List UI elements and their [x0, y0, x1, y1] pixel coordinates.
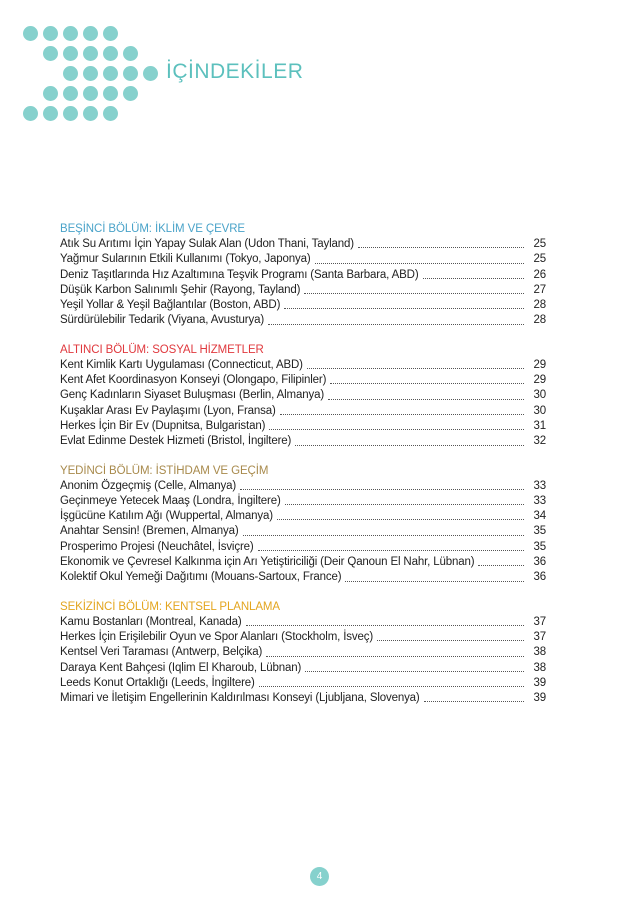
- toc-entry-page: 37: [533, 630, 546, 643]
- toc-entry[interactable]: [60, 268, 546, 283]
- dot-leader: [478, 565, 524, 566]
- toc-entry-title: Mimari ve İletişim Engellerinin Kaldırılması Konseyi (Ljubljana, Slovenya): [60, 692, 420, 705]
- toc-entry[interactable]: [60, 540, 546, 555]
- decorative-dot: [43, 86, 58, 101]
- toc-entry[interactable]: [60, 283, 546, 298]
- toc-entry-title: Deniz Taşıtlarında Hız Azaltımına Teşvik Programı (Santa Barbara, ABD): [60, 268, 419, 281]
- toc-entry-title: Evlat Edinme Destek Hizmeti (Bristol, İngiltere): [60, 435, 292, 448]
- page-number-badge: 4: [310, 867, 329, 886]
- toc-entry-page: 37: [533, 615, 546, 628]
- table-of-contents: [60, 222, 546, 720]
- dot-leader: [328, 399, 524, 400]
- toc-entry-title: Daraya Kent Bahçesi (Iqlim El Kharoub, Lübnan): [60, 661, 302, 674]
- toc-entry[interactable]: [60, 661, 546, 676]
- toc-entry-page: 39: [533, 692, 546, 705]
- toc-entry[interactable]: [60, 358, 546, 373]
- dot-leader: [240, 489, 524, 490]
- toc-entry-page: 26: [533, 268, 546, 281]
- toc-entry[interactable]: [60, 298, 546, 313]
- decorative-dot: [103, 46, 118, 61]
- decorative-dot: [103, 106, 118, 121]
- toc-entry-title: Ekonomik ve Çevresel Kalkınma için Arı Yetiştiriciliği (Deir Qanoun El Nahr, Lübnan): [60, 556, 475, 569]
- dot-leader: [423, 278, 524, 279]
- dot-leader: [377, 640, 524, 641]
- decorative-dot: [103, 86, 118, 101]
- toc-entry[interactable]: [60, 555, 546, 570]
- toc-entry-title: Geçinmeye Yetecek Maaş (Londra, İngiltere): [60, 494, 281, 507]
- toc-entry-title: Yeşil Yollar & Yeşil Bağlantılar (Boston, ABD): [60, 299, 281, 312]
- dot-leader: [243, 535, 525, 536]
- decorative-dot: [83, 106, 98, 121]
- dot-leader: [246, 625, 524, 626]
- decorative-dot-pattern: [0, 0, 160, 130]
- dot-leader: [304, 293, 524, 294]
- toc-entry-title: Kent Afet Koordinasyon Konseyi (Olongapo, Filipinler): [60, 374, 327, 387]
- toc-entry[interactable]: [60, 570, 546, 585]
- toc-entry-page: 28: [533, 299, 546, 312]
- dot-leader: [345, 581, 524, 582]
- decorative-dot: [43, 26, 58, 41]
- section-title: SEKİZİNCİ BÖLÜM: KENTSEL PLANLAMA: [60, 600, 280, 613]
- toc-entry-page: 30: [533, 404, 546, 417]
- dot-leader: [358, 247, 524, 248]
- toc-entry[interactable]: [60, 509, 546, 524]
- toc-entry-page: 31: [533, 419, 546, 432]
- dot-leader: [258, 550, 524, 551]
- toc-entry-title: Kamu Bostanları (Montreal, Kanada): [60, 615, 242, 628]
- decorative-dot: [63, 26, 78, 41]
- dot-leader: [280, 414, 524, 415]
- decorative-dot: [83, 26, 98, 41]
- toc-entry[interactable]: [60, 237, 546, 252]
- toc-section: [60, 464, 546, 586]
- decorative-dot: [43, 46, 58, 61]
- toc-entry-page: 27: [533, 283, 546, 296]
- dot-leader: [266, 656, 524, 657]
- toc-entry[interactable]: [60, 494, 546, 509]
- section-title: ALTINCI BÖLÜM: SOSYAL HİZMETLER: [60, 343, 264, 356]
- toc-entry-page: 33: [533, 494, 546, 507]
- dot-leader: [307, 368, 524, 369]
- toc-entry-title: Atık Su Arıtımı İçin Yapay Sulak Alan (Udon Thani, Tayland): [60, 238, 354, 250]
- toc-entry[interactable]: [60, 434, 546, 449]
- toc-entry[interactable]: [60, 419, 546, 434]
- toc-entry-page: 29: [533, 374, 546, 387]
- dot-leader: [269, 429, 524, 430]
- toc-entry[interactable]: [60, 479, 546, 494]
- toc-entry-title: Herkes İçin Bir Ev (Dupnitsa, Bulgaristan): [60, 419, 266, 432]
- toc-entry-title: Anonim Özgeçmiş (Celle, Almanya): [60, 479, 237, 492]
- decorative-dot: [63, 66, 78, 81]
- toc-entry-page: 35: [533, 540, 546, 553]
- toc-section: [60, 600, 546, 707]
- toc-entry[interactable]: [60, 373, 546, 388]
- toc-entry-title: İşgücüne Katılım Ağı (Wuppertal, Almanya): [60, 510, 273, 523]
- toc-entry[interactable]: [60, 252, 546, 267]
- toc-entry-title: Yağmur Sularının Etkili Kullanımı (Tokyo, Japonya): [60, 253, 311, 266]
- section-title: BEŞİNCİ BÖLÜM: İKLİM VE ÇEVRE: [60, 223, 245, 235]
- toc-entry-title: Prosperimo Projesi (Neuchâtel, İsviçre): [60, 540, 254, 553]
- toc-entry-page: 34: [533, 510, 546, 523]
- dot-leader: [259, 686, 524, 687]
- toc-entry-page: 38: [533, 661, 546, 674]
- toc-entry[interactable]: [60, 524, 546, 539]
- toc-entry-title: Kentsel Veri Taraması (Antwerp, Belçika): [60, 646, 263, 659]
- toc-entry[interactable]: [60, 388, 546, 403]
- toc-entry-page: 33: [533, 479, 546, 492]
- toc-entry[interactable]: [60, 630, 546, 645]
- dot-leader: [285, 504, 524, 505]
- toc-entry[interactable]: [60, 676, 546, 691]
- toc-entry-title: Anahtar Sensin! (Bremen, Almanya): [60, 525, 239, 538]
- dot-leader: [330, 383, 524, 384]
- toc-entry-title: Kolektif Okul Yemeği Dağıtımı (Mouans-Sartoux, France): [60, 571, 342, 584]
- toc-entry-page: 25: [533, 253, 546, 266]
- toc-entry-title: Kuşaklar Arası Ev Paylaşımı (Lyon, Fransa): [60, 404, 276, 417]
- decorative-dot: [123, 86, 138, 101]
- decorative-dot: [83, 66, 98, 81]
- decorative-dot: [43, 106, 58, 121]
- toc-entry-page: 36: [533, 571, 546, 584]
- toc-entry-title: Herkes İçin Erişilebilir Oyun ve Spor Alanları (Stockholm, İsveç): [60, 630, 373, 643]
- toc-entry-title: Kent Kimlik Kartı Uygulaması (Connecticut, ABD): [60, 358, 303, 371]
- dot-leader: [268, 324, 524, 325]
- toc-entry-title: Sürdürülebilir Tedarik (Viyana, Avusturya): [60, 314, 265, 327]
- toc-entry-page: 36: [533, 556, 546, 569]
- toc-section: [60, 343, 546, 450]
- decorative-dot: [103, 66, 118, 81]
- dot-leader: [424, 701, 524, 702]
- toc-entry-page: 30: [533, 389, 546, 402]
- dot-leader: [284, 308, 524, 309]
- dot-leader: [277, 519, 524, 520]
- toc-entry-page: 39: [533, 676, 546, 689]
- decorative-dot: [143, 66, 158, 81]
- decorative-dot: [23, 106, 38, 121]
- toc-entry[interactable]: [60, 691, 546, 706]
- toc-entry-page: 25: [533, 238, 546, 250]
- toc-entry-page: 28: [533, 314, 546, 327]
- decorative-dot: [63, 86, 78, 101]
- decorative-dot: [83, 86, 98, 101]
- decorative-dot: [123, 46, 138, 61]
- section-title: YEDİNCİ BÖLÜM: İSTİHDAM VE GEÇİM: [60, 464, 269, 477]
- decorative-dot: [83, 46, 98, 61]
- toc-entry-title: Düşük Karbon Salınımlı Şehir (Rayong, Tayland): [60, 283, 301, 296]
- toc-entry-page: 38: [533, 646, 546, 659]
- page-title: İÇİNDEKİLER: [166, 60, 304, 83]
- toc-section: [60, 222, 546, 329]
- toc-entry[interactable]: [60, 404, 546, 419]
- toc-entry[interactable]: [60, 615, 546, 630]
- toc-entry[interactable]: [60, 313, 546, 328]
- dot-leader: [305, 671, 524, 672]
- dot-leader: [295, 445, 524, 446]
- decorative-dot: [103, 26, 118, 41]
- decorative-dot: [63, 106, 78, 121]
- decorative-dot: [63, 46, 78, 61]
- dot-leader: [315, 263, 524, 264]
- decorative-dot: [23, 26, 38, 41]
- toc-entry-page: 35: [533, 525, 546, 538]
- toc-entry-page: 29: [533, 358, 546, 371]
- toc-entry[interactable]: [60, 645, 546, 660]
- toc-entry-page: 32: [533, 435, 546, 448]
- toc-entry-title: Genç Kadınların Siyaset Buluşması (Berlin, Almanya): [60, 389, 324, 402]
- decorative-dot: [123, 66, 138, 81]
- toc-entry-title: Leeds Konut Ortaklığı (Leeds, İngiltere): [60, 676, 255, 689]
